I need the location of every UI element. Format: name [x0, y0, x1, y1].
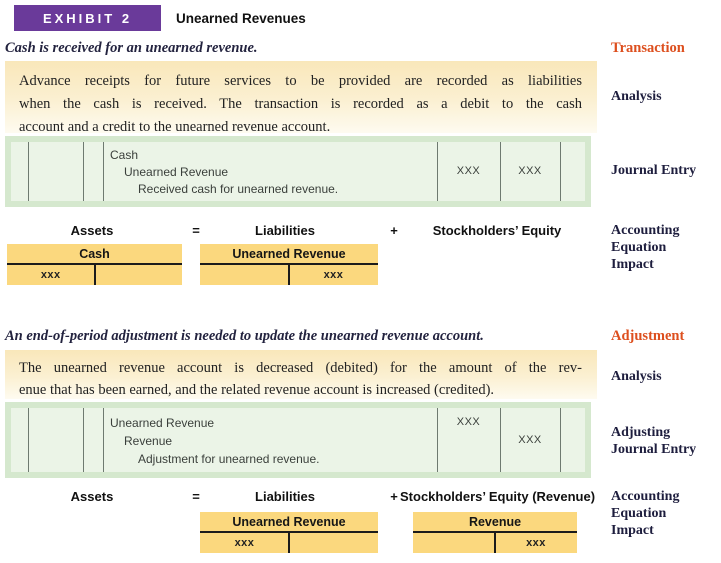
- journal-column-rule: [560, 142, 561, 201]
- journal-account-debited: Unearned Revenue: [110, 416, 215, 430]
- t-account-title: Cash: [79, 246, 110, 261]
- t-account-debit-cell: [413, 533, 495, 553]
- t-account-credit-cell: [289, 533, 378, 553]
- journal-entry-side-label: Journal Entry: [611, 163, 697, 178]
- journal-debit-amount: XXX: [456, 416, 481, 428]
- analysis-text-line: The unearned revenue account is decreased (debited) for the amount of the rev-: [19, 360, 582, 376]
- journal-entry-grid: [11, 142, 585, 201]
- journal-column-rule: [103, 142, 104, 201]
- journal-entry-table: [5, 136, 591, 207]
- side-label-line: Journal Entry: [611, 442, 697, 457]
- journal-account-credited: Unearned Revenue: [124, 165, 229, 179]
- journal-description: Received cash for unearned revenue.: [138, 182, 339, 196]
- journal-account-credited: Revenue: [124, 434, 173, 448]
- analysis-text-line: Advance receipts for future services to be provided are recorded as liabilities: [19, 73, 582, 89]
- t-account-unearned-revenue: [200, 244, 378, 285]
- journal-description: Adjustment for unearned revenue.: [138, 452, 320, 466]
- analysis-text-line: account and a credit to the unearned revenue account.: [19, 119, 331, 135]
- journal-account-debited: Cash: [110, 148, 139, 162]
- equation-assets-label: Assets: [70, 489, 114, 504]
- analysis-side-label: Analysis: [611, 89, 662, 104]
- journal-column-rule: [560, 408, 561, 472]
- impact-label-line: Impact: [611, 257, 654, 272]
- journal-column-rule: [28, 408, 29, 472]
- analysis-side-label: Analysis: [611, 369, 662, 384]
- equation-equity-label: Stockholders’ Equity: [432, 223, 562, 238]
- journal-debit-amount: XXX: [456, 165, 481, 177]
- impact-label-line: Equation: [611, 240, 667, 255]
- adjustment-analysis-box: [5, 350, 597, 399]
- adjusting-journal-entry-side-label: [611, 424, 696, 458]
- journal-entry-grid: [11, 408, 585, 472]
- exhibit-title: Unearned Revenues: [176, 11, 306, 26]
- t-account-credit-cell: xxx: [526, 537, 546, 549]
- t-account-title: Unearned Revenue: [232, 514, 346, 529]
- equation-plus-sign: +: [390, 489, 398, 504]
- t-account-cash: [7, 244, 182, 285]
- equation-plus-sign: +: [390, 223, 398, 238]
- equation-equals-sign: =: [192, 489, 200, 504]
- journal-column-rule: [83, 408, 84, 472]
- transaction-analysis-box: [5, 61, 597, 133]
- equation-liabilities-label: Liabilities: [255, 489, 315, 504]
- transaction-intro: Cash is received for an unearned revenue.: [5, 40, 258, 56]
- t-account-title: Unearned Revenue: [232, 246, 346, 261]
- equation-equity-label: Stockholders’ Equity (Revenue): [400, 489, 596, 504]
- adjustment-intro: An end-of-period adjustment is needed to update the unearned revenue account.: [5, 328, 484, 344]
- impact-label-line: Impact: [611, 523, 654, 538]
- t-account-revenue: [413, 512, 577, 553]
- t-account-debit-cell: xxx: [40, 269, 61, 281]
- journal-column-rule: [103, 408, 104, 472]
- t-account-credit-cell: xxx: [323, 269, 344, 281]
- t-account-debit-cell: xxx: [234, 537, 255, 549]
- analysis-text-line: when the cash is received. The transaction is recorded as a debit to the cash: [19, 96, 582, 112]
- t-account-credit-cell: [95, 265, 183, 285]
- equation-liabilities-label: Liabilities: [255, 223, 315, 238]
- t-account-title: Revenue: [468, 514, 522, 529]
- impact-label-line: Accounting: [611, 223, 680, 238]
- accounting-equation-impact-label: [611, 222, 679, 273]
- journal-credit-amount: XXX: [518, 434, 542, 446]
- exhibit-badge: EXHIBIT 2: [14, 5, 161, 31]
- adjustment-side-label: Adjustment: [611, 328, 685, 344]
- analysis-text-line: enue that has been earned, and the related revenue account is increased (credited).: [19, 382, 495, 398]
- equation-assets-label: Assets: [70, 223, 114, 238]
- side-label-line: Adjusting: [611, 425, 671, 440]
- journal-credit-amount: XXX: [518, 165, 542, 177]
- adjusting-journal-entry-table: [5, 402, 591, 478]
- journal-column-rule: [28, 142, 29, 201]
- transaction-side-label: Transaction: [611, 40, 685, 56]
- impact-label-line: Equation: [611, 506, 667, 521]
- accounting-equation-impact-label: [611, 488, 679, 539]
- impact-label-line: Accounting: [611, 489, 680, 504]
- t-account-debit-cell: [200, 265, 289, 285]
- t-account-unearned-revenue: [200, 512, 378, 553]
- equation-equals-sign: =: [192, 223, 200, 238]
- journal-column-rule: [83, 142, 84, 201]
